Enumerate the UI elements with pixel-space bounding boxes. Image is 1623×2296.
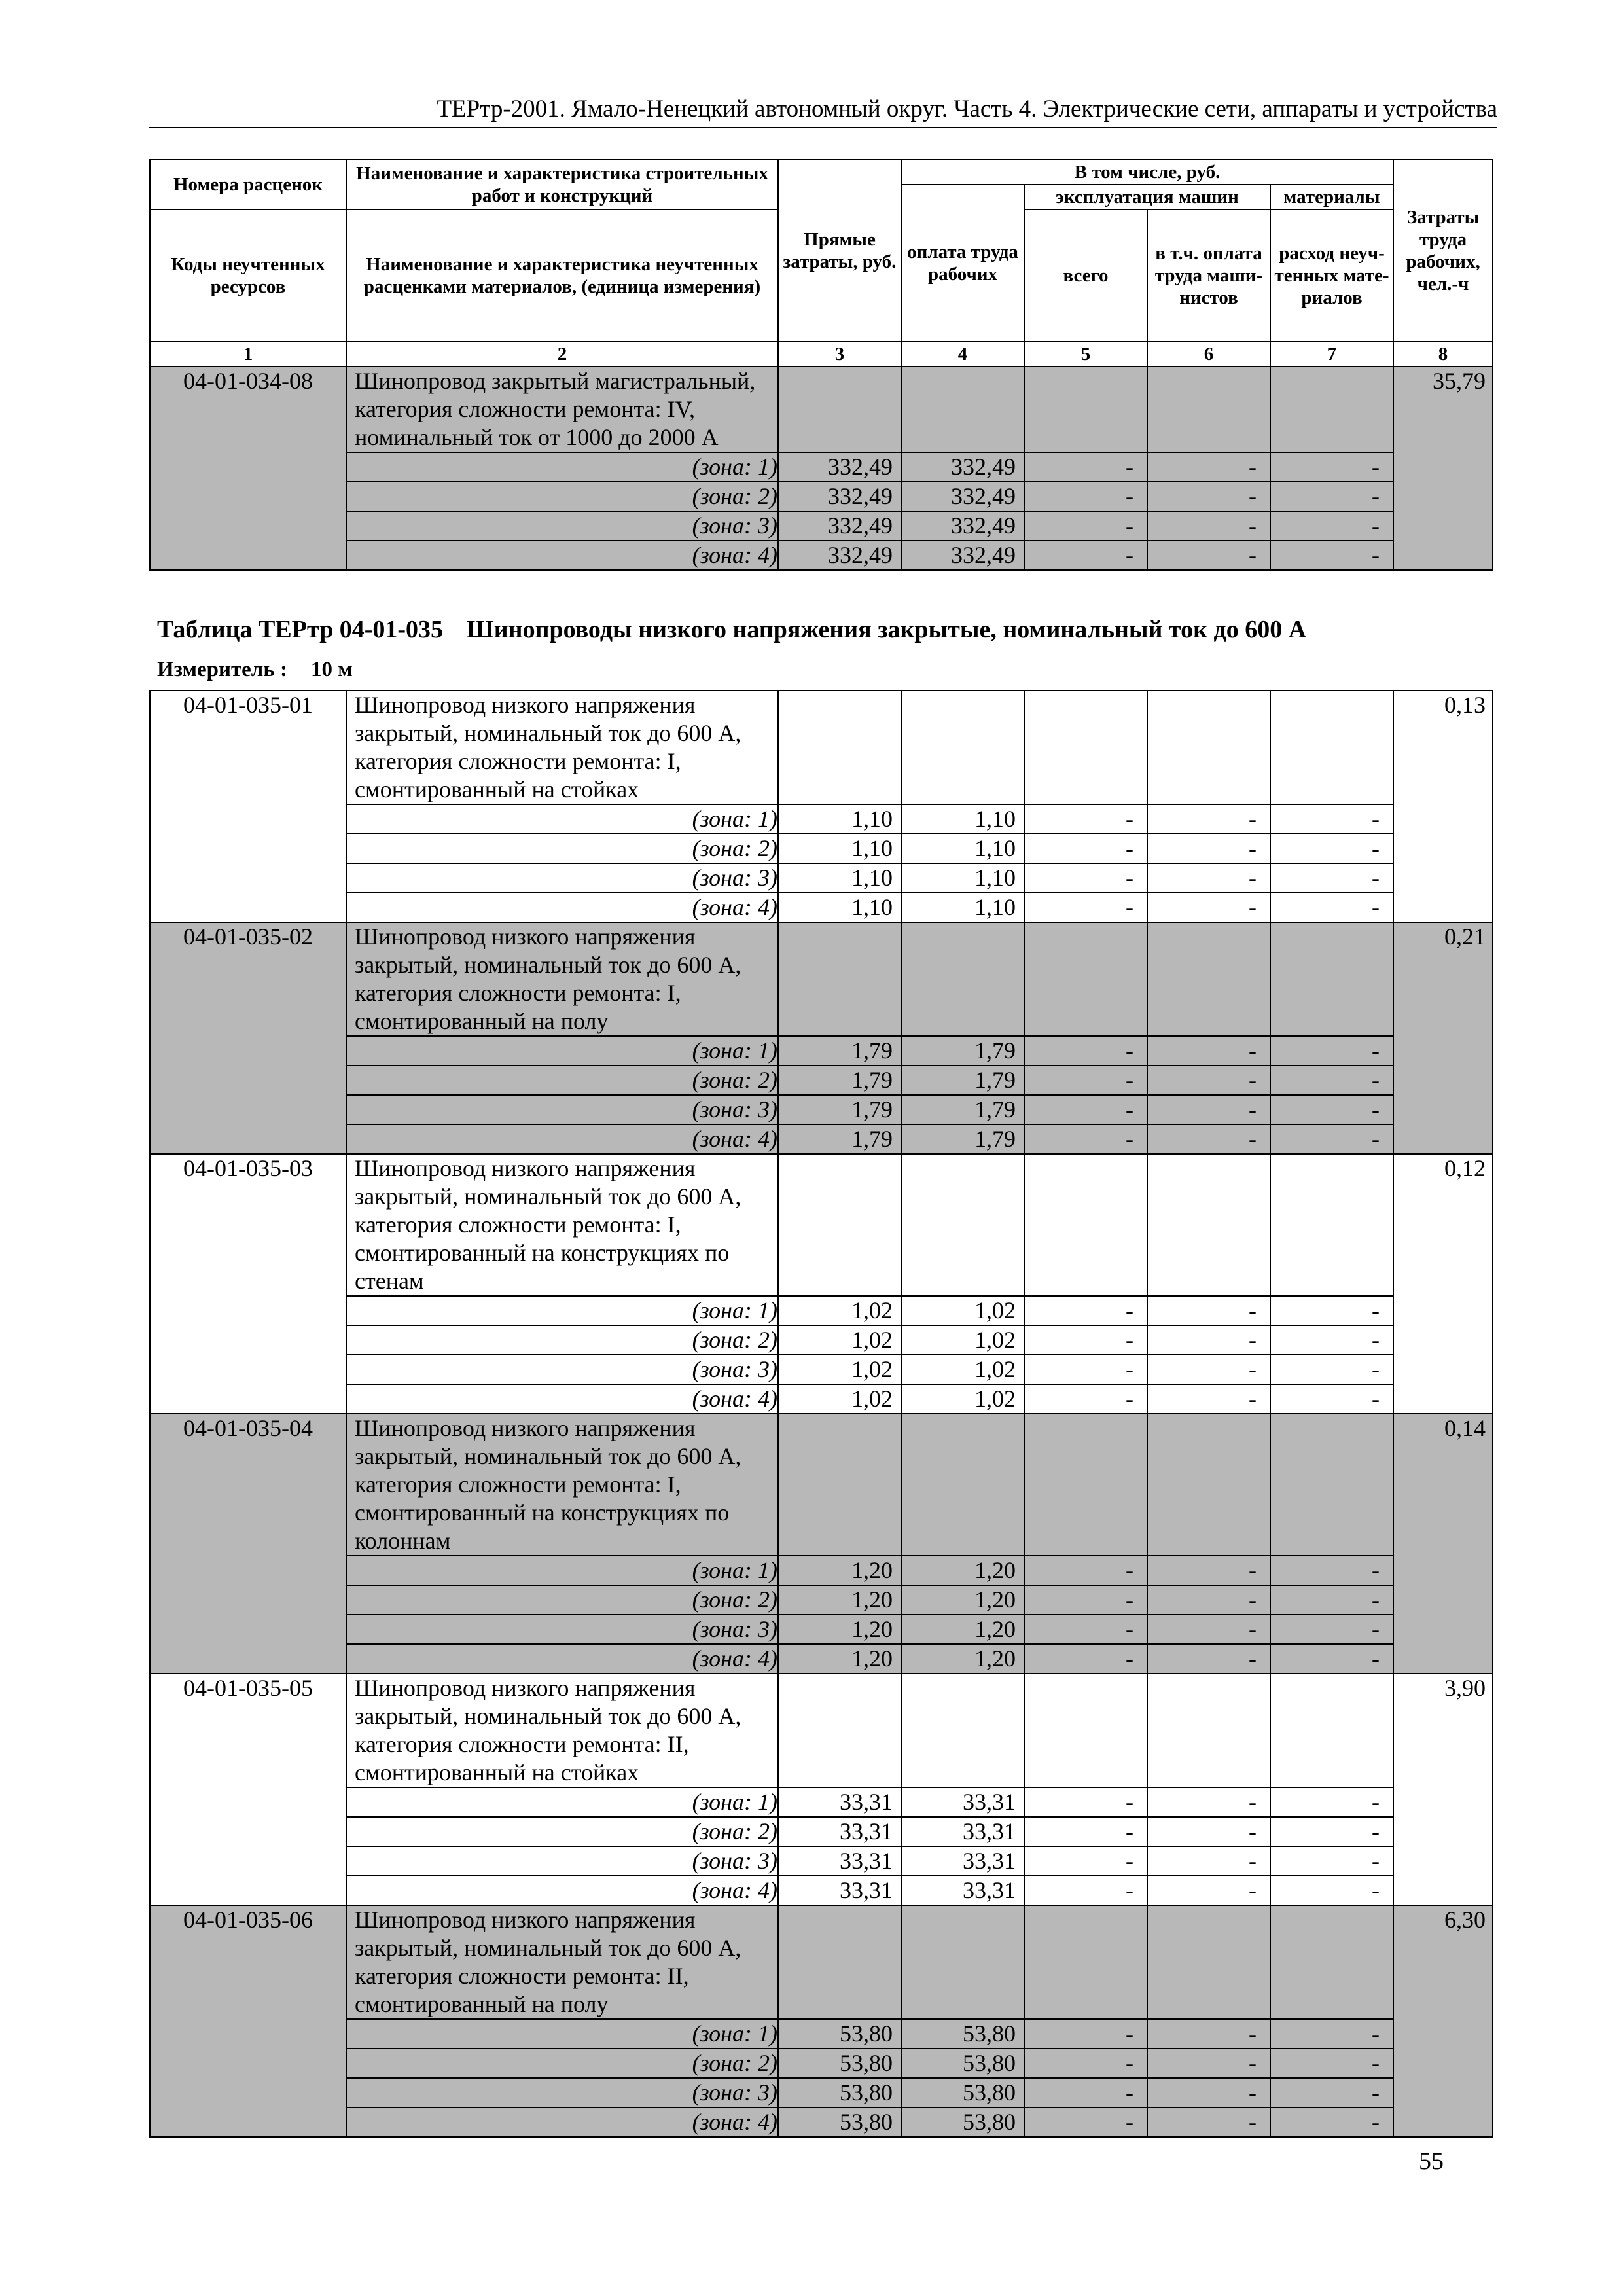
direct-cost: 1,02 bbox=[778, 1325, 901, 1355]
operator-wages: - bbox=[1147, 482, 1270, 511]
material-consumption: - bbox=[1270, 1876, 1393, 1905]
zone-label: (зона: 2) bbox=[346, 1066, 778, 1095]
labor-cost: 3,90 bbox=[1393, 1674, 1493, 1905]
column-number: 2 bbox=[346, 342, 778, 367]
worker-wages: 1,10 bbox=[901, 834, 1024, 863]
rate-code: 04-01-035-06 bbox=[150, 1905, 346, 2137]
zone-label: (зона: 4) bbox=[346, 1644, 778, 1674]
empty-cell bbox=[1024, 1414, 1147, 1556]
worker-wages: 1,10 bbox=[901, 863, 1024, 893]
operator-wages: - bbox=[1147, 1296, 1270, 1325]
machines-total: - bbox=[1024, 1355, 1147, 1384]
operator-wages: - bbox=[1147, 2019, 1270, 2049]
operator-wages: - bbox=[1147, 452, 1270, 482]
worker-wages: 332,49 bbox=[901, 511, 1024, 541]
measure-label: Измеритель : bbox=[157, 658, 288, 681]
rate-row bbox=[150, 922, 1493, 1036]
zone-row bbox=[150, 1066, 1493, 1095]
direct-cost: 332,49 bbox=[778, 482, 901, 511]
zone-row bbox=[150, 1036, 1493, 1066]
operator-wages: - bbox=[1147, 1124, 1270, 1154]
labor-cost: 35,79 bbox=[1393, 367, 1493, 570]
empty-cell bbox=[778, 367, 901, 452]
machines-total: - bbox=[1024, 1296, 1147, 1325]
rate-code: 04-01-035-03 bbox=[150, 1154, 346, 1414]
direct-cost: 53,80 bbox=[778, 2078, 901, 2108]
material-consumption: - bbox=[1270, 1124, 1393, 1154]
material-consumption: - bbox=[1270, 893, 1393, 922]
direct-cost: 1,79 bbox=[778, 1095, 901, 1124]
header-materials: материалы bbox=[1270, 185, 1393, 209]
direct-cost: 33,31 bbox=[778, 1876, 901, 1905]
zone-row bbox=[150, 2108, 1493, 2137]
empty-cell bbox=[1270, 1905, 1393, 2019]
zone-label: (зона: 1) bbox=[346, 452, 778, 482]
machines-total: - bbox=[1024, 1846, 1147, 1876]
direct-cost: 1,20 bbox=[778, 1644, 901, 1674]
column-number: 5 bbox=[1024, 342, 1147, 367]
zone-row bbox=[150, 541, 1493, 570]
empty-cell bbox=[1024, 367, 1147, 452]
material-consumption: - bbox=[1270, 511, 1393, 541]
machines-total: - bbox=[1024, 2019, 1147, 2049]
machines-total: - bbox=[1024, 452, 1147, 482]
column-number: 8 bbox=[1393, 342, 1493, 367]
direct-cost: 1,02 bbox=[778, 1384, 901, 1414]
zone-row bbox=[150, 863, 1493, 893]
header-including-group: В том числе, руб. bbox=[901, 160, 1393, 185]
worker-wages: 1,02 bbox=[901, 1296, 1024, 1325]
table-title bbox=[157, 615, 1306, 644]
material-consumption: - bbox=[1270, 2108, 1393, 2137]
direct-cost: 332,49 bbox=[778, 452, 901, 482]
labor-cost: 0,21 bbox=[1393, 922, 1493, 1154]
header-labor-costs: Затраты труда рабочих, чел.-ч bbox=[1393, 160, 1493, 342]
rate-description: Шинопровод низкого напряжения закрытый, номинальный ток до 600 А, категория сложности ремонта: II, смонтированный на стойках bbox=[346, 1674, 778, 1787]
operator-wages: - bbox=[1147, 1846, 1270, 1876]
operator-wages: - bbox=[1147, 2049, 1270, 2078]
zone-row bbox=[150, 1124, 1493, 1154]
worker-wages: 1,20 bbox=[901, 1556, 1024, 1585]
zone-label: (зона: 3) bbox=[346, 511, 778, 541]
machines-total: - bbox=[1024, 893, 1147, 922]
direct-cost: 1,10 bbox=[778, 863, 901, 893]
zone-label: (зона: 1) bbox=[346, 1296, 778, 1325]
zone-label: (зона: 2) bbox=[346, 834, 778, 863]
empty-cell bbox=[1147, 1154, 1270, 1296]
worker-wages: 1,79 bbox=[901, 1066, 1024, 1095]
empty-cell bbox=[901, 1674, 1024, 1787]
material-consumption: - bbox=[1270, 1556, 1393, 1585]
empty-cell bbox=[901, 1414, 1024, 1556]
operator-wages: - bbox=[1147, 1066, 1270, 1095]
zone-row bbox=[150, 1095, 1493, 1124]
empty-cell bbox=[1270, 1674, 1393, 1787]
direct-cost: 332,49 bbox=[778, 541, 901, 570]
direct-cost: 332,49 bbox=[778, 511, 901, 541]
machines-total: - bbox=[1024, 1817, 1147, 1846]
zone-row bbox=[150, 1817, 1493, 1846]
material-consumption: - bbox=[1270, 1585, 1393, 1615]
labor-cost: 6,30 bbox=[1393, 1905, 1493, 2137]
empty-cell bbox=[901, 367, 1024, 452]
worker-wages: 53,80 bbox=[901, 2108, 1024, 2137]
header-machine-operation: эксплуатация машин bbox=[1024, 185, 1270, 209]
column-number: 7 bbox=[1270, 342, 1393, 367]
worker-wages: 1,02 bbox=[901, 1384, 1024, 1414]
worker-wages: 33,31 bbox=[901, 1846, 1024, 1876]
machines-total: - bbox=[1024, 1787, 1147, 1817]
zone-label: (зона: 3) bbox=[346, 2078, 778, 2108]
worker-wages: 53,80 bbox=[901, 2049, 1024, 2078]
material-consumption: - bbox=[1270, 1095, 1393, 1124]
empty-cell bbox=[778, 1154, 901, 1296]
header-material-consumption: расход неуч-тенных мате-риалов bbox=[1270, 209, 1393, 342]
worker-wages: 33,31 bbox=[901, 1817, 1024, 1846]
zone-row bbox=[150, 482, 1493, 511]
rate-description: Шинопровод низкого напряжения закрытый, номинальный ток до 600 А, категория сложности ремонта: I, смонтированный на полу bbox=[346, 922, 778, 1036]
header-operator-wages: в т.ч. оплата труда маши-нистов bbox=[1147, 209, 1270, 342]
header-direct-costs: Прямые затраты, руб. bbox=[778, 160, 901, 342]
operator-wages: - bbox=[1147, 1325, 1270, 1355]
column-number: 1 bbox=[150, 342, 346, 367]
rate-row bbox=[150, 1414, 1493, 1556]
zone-label: (зона: 4) bbox=[346, 893, 778, 922]
empty-cell bbox=[1270, 367, 1393, 452]
zone-row bbox=[150, 2078, 1493, 2108]
empty-cell bbox=[778, 1414, 901, 1556]
empty-cell bbox=[1147, 1905, 1270, 2019]
column-number: 6 bbox=[1147, 342, 1270, 367]
direct-cost: 1,20 bbox=[778, 1556, 901, 1585]
direct-cost: 53,80 bbox=[778, 2019, 901, 2049]
zone-label: (зона: 3) bbox=[346, 1095, 778, 1124]
material-consumption: - bbox=[1270, 1644, 1393, 1674]
zone-row bbox=[150, 893, 1493, 922]
empty-cell bbox=[1024, 1905, 1147, 2019]
operator-wages: - bbox=[1147, 1556, 1270, 1585]
labor-cost: 0,14 bbox=[1393, 1414, 1493, 1674]
material-consumption: - bbox=[1270, 1846, 1393, 1876]
rate-row bbox=[150, 367, 1493, 452]
direct-cost: 1,20 bbox=[778, 1585, 901, 1615]
zone-label: (зона: 2) bbox=[346, 1325, 778, 1355]
rate-description: Шинопровод низкого напряжения закрытый, номинальный ток до 600 А, категория сложности ремонта: II, смонтированный на полу bbox=[346, 1905, 778, 2019]
zone-label: (зона: 3) bbox=[346, 863, 778, 893]
empty-cell bbox=[1147, 1414, 1270, 1556]
machines-total: - bbox=[1024, 1384, 1147, 1414]
worker-wages: 53,80 bbox=[901, 2019, 1024, 2049]
column-number: 3 bbox=[778, 342, 901, 367]
empty-cell bbox=[1270, 691, 1393, 804]
zone-row bbox=[150, 2019, 1493, 2049]
worker-wages: 1,20 bbox=[901, 1615, 1024, 1644]
material-consumption: - bbox=[1270, 541, 1393, 570]
rate-description: Шинопровод низкого напряжения закрытый, номинальный ток до 600 А, категория сложности ремонта: I, смонтированный на конструкциях по стенам bbox=[346, 1154, 778, 1296]
empty-cell bbox=[778, 1674, 901, 1787]
machines-total: - bbox=[1024, 1644, 1147, 1674]
material-consumption: - bbox=[1270, 1296, 1393, 1325]
operator-wages: - bbox=[1147, 511, 1270, 541]
material-consumption: - bbox=[1270, 1384, 1393, 1414]
rates-table-top bbox=[149, 159, 1493, 571]
machines-total: - bbox=[1024, 1325, 1147, 1355]
zone-label: (зона: 1) bbox=[346, 1556, 778, 1585]
page-number: 55 bbox=[1419, 2147, 1444, 2175]
machines-total: - bbox=[1024, 2078, 1147, 2108]
operator-wages: - bbox=[1147, 1095, 1270, 1124]
operator-wages: - bbox=[1147, 1817, 1270, 1846]
zone-label: (зона: 2) bbox=[346, 2049, 778, 2078]
worker-wages: 332,49 bbox=[901, 541, 1024, 570]
operator-wages: - bbox=[1147, 893, 1270, 922]
direct-cost: 53,80 bbox=[778, 2108, 901, 2137]
worker-wages: 1,20 bbox=[901, 1644, 1024, 1674]
worker-wages: 1,10 bbox=[901, 804, 1024, 834]
machines-total: - bbox=[1024, 2049, 1147, 2078]
machines-total: - bbox=[1024, 1876, 1147, 1905]
header-work-name: Наименование и характеристика строительных работ и конструкций bbox=[346, 160, 778, 209]
zone-row bbox=[150, 452, 1493, 482]
worker-wages: 1,79 bbox=[901, 1124, 1024, 1154]
zone-row bbox=[150, 1585, 1493, 1615]
direct-cost: 33,31 bbox=[778, 1846, 901, 1876]
worker-wages: 1,02 bbox=[901, 1325, 1024, 1355]
operator-wages: - bbox=[1147, 1585, 1270, 1615]
material-consumption: - bbox=[1270, 1036, 1393, 1066]
zone-row bbox=[150, 834, 1493, 863]
zone-row bbox=[150, 1787, 1493, 1817]
zone-label: (зона: 2) bbox=[346, 1817, 778, 1846]
operator-wages: - bbox=[1147, 1876, 1270, 1905]
empty-cell bbox=[901, 1154, 1024, 1296]
operator-wages: - bbox=[1147, 804, 1270, 834]
measure-value: 10 м bbox=[311, 658, 353, 681]
zone-label: (зона: 2) bbox=[346, 1585, 778, 1615]
labor-cost: 0,13 bbox=[1393, 691, 1493, 922]
zone-label: (зона: 1) bbox=[346, 1036, 778, 1066]
labor-cost: 0,12 bbox=[1393, 1154, 1493, 1414]
zone-row bbox=[150, 1615, 1493, 1644]
material-consumption: - bbox=[1270, 834, 1393, 863]
empty-cell bbox=[1147, 367, 1270, 452]
rate-code: 04-01-035-04 bbox=[150, 1414, 346, 1674]
operator-wages: - bbox=[1147, 2108, 1270, 2137]
empty-cell bbox=[1270, 922, 1393, 1036]
empty-cell bbox=[901, 1905, 1024, 2019]
zone-row bbox=[150, 1644, 1493, 1674]
zone-label: (зона: 2) bbox=[346, 482, 778, 511]
header-material-name: Наименование и характеристика неучтенных расценками материалов, (единица измерения) bbox=[346, 209, 778, 342]
material-consumption: - bbox=[1270, 2019, 1393, 2049]
direct-cost: 1,10 bbox=[778, 834, 901, 863]
operator-wages: - bbox=[1147, 863, 1270, 893]
rate-row bbox=[150, 691, 1493, 804]
worker-wages: 1,02 bbox=[901, 1355, 1024, 1384]
zone-row bbox=[150, 1325, 1493, 1355]
zone-label: (зона: 4) bbox=[346, 2108, 778, 2137]
rate-code: 04-01-035-02 bbox=[150, 922, 346, 1154]
rate-code: 04-01-035-05 bbox=[150, 1674, 346, 1905]
worker-wages: 1,20 bbox=[901, 1585, 1024, 1615]
operator-wages: - bbox=[1147, 2078, 1270, 2108]
material-consumption: - bbox=[1270, 1787, 1393, 1817]
zone-row bbox=[150, 1846, 1493, 1876]
zone-label: (зона: 1) bbox=[346, 804, 778, 834]
machines-total: - bbox=[1024, 2108, 1147, 2137]
worker-wages: 53,80 bbox=[901, 2078, 1024, 2108]
direct-cost: 53,80 bbox=[778, 2049, 901, 2078]
machines-total: - bbox=[1024, 1066, 1147, 1095]
zone-row bbox=[150, 804, 1493, 834]
material-consumption: - bbox=[1270, 452, 1393, 482]
zone-label: (зона: 3) bbox=[346, 1846, 778, 1876]
column-number: 4 bbox=[901, 342, 1024, 367]
direct-cost: 1,02 bbox=[778, 1355, 901, 1384]
running-head: ТЕРтр-2001. Ямало-Ненецкий автономный округ. Часть 4. Электрические сети, аппараты и устройства bbox=[149, 92, 1497, 128]
operator-wages: - bbox=[1147, 1384, 1270, 1414]
worker-wages: 332,49 bbox=[901, 482, 1024, 511]
material-consumption: - bbox=[1270, 1066, 1393, 1095]
rates-table-bottom bbox=[149, 690, 1493, 2138]
empty-cell bbox=[1147, 691, 1270, 804]
operator-wages: - bbox=[1147, 1644, 1270, 1674]
material-consumption: - bbox=[1270, 2078, 1393, 2108]
machines-total: - bbox=[1024, 1036, 1147, 1066]
rate-code: 04-01-034-08 bbox=[150, 367, 346, 570]
zone-row bbox=[150, 1876, 1493, 1905]
empty-cell bbox=[1270, 1154, 1393, 1296]
material-consumption: - bbox=[1270, 1325, 1393, 1355]
machines-total: - bbox=[1024, 1585, 1147, 1615]
zone-label: (зона: 4) bbox=[346, 1384, 778, 1414]
rate-row bbox=[150, 1905, 1493, 2019]
direct-cost: 1,20 bbox=[778, 1615, 901, 1644]
operator-wages: - bbox=[1147, 1787, 1270, 1817]
zone-label: (зона: 4) bbox=[346, 1124, 778, 1154]
material-consumption: - bbox=[1270, 1355, 1393, 1384]
direct-cost: 1,10 bbox=[778, 893, 901, 922]
zone-label: (зона: 3) bbox=[346, 1615, 778, 1644]
machines-total: - bbox=[1024, 863, 1147, 893]
material-consumption: - bbox=[1270, 482, 1393, 511]
empty-cell bbox=[778, 922, 901, 1036]
machines-total: - bbox=[1024, 1095, 1147, 1124]
empty-cell bbox=[1024, 1674, 1147, 1787]
zone-row bbox=[150, 511, 1493, 541]
operator-wages: - bbox=[1147, 541, 1270, 570]
zone-row bbox=[150, 1296, 1493, 1325]
material-consumption: - bbox=[1270, 863, 1393, 893]
header-resource-codes: Коды неучтенных ресурсов bbox=[150, 209, 346, 342]
zone-row bbox=[150, 1384, 1493, 1414]
empty-cell bbox=[1024, 1154, 1147, 1296]
zone-label: (зона: 4) bbox=[346, 1876, 778, 1905]
worker-wages: 1,10 bbox=[901, 893, 1024, 922]
zone-label: (зона: 1) bbox=[346, 2019, 778, 2049]
worker-wages: 1,79 bbox=[901, 1095, 1024, 1124]
table-title-code: Таблица ТЕРтр 04-01-035 bbox=[157, 616, 444, 643]
zone-row bbox=[150, 2049, 1493, 2078]
machines-total: - bbox=[1024, 1124, 1147, 1154]
machines-total: - bbox=[1024, 482, 1147, 511]
header-worker-wages: оплата труда рабочих bbox=[901, 185, 1024, 342]
measure-unit bbox=[157, 658, 353, 682]
zone-label: (зона: 1) bbox=[346, 1787, 778, 1817]
operator-wages: - bbox=[1147, 1615, 1270, 1644]
header-rate-numbers: Номера расценок bbox=[150, 160, 346, 209]
direct-cost: 1,79 bbox=[778, 1066, 901, 1095]
zone-label: (зона: 4) bbox=[346, 541, 778, 570]
empty-cell bbox=[1024, 691, 1147, 804]
operator-wages: - bbox=[1147, 1036, 1270, 1066]
empty-cell bbox=[778, 1905, 901, 2019]
worker-wages: 1,79 bbox=[901, 1036, 1024, 1066]
rate-description: Шинопровод закрытый магистральный, категория сложности ремонта: IV, номинальный ток от 1000 до 2000 А bbox=[346, 367, 778, 452]
table-title-subject: Шинопроводы низкого напряжения закрытые, номинальный ток до 600 А bbox=[467, 616, 1307, 643]
machines-total: - bbox=[1024, 1615, 1147, 1644]
direct-cost: 1,79 bbox=[778, 1124, 901, 1154]
empty-cell bbox=[778, 691, 901, 804]
zone-label: (зона: 3) bbox=[346, 1355, 778, 1384]
rate-code: 04-01-035-01 bbox=[150, 691, 346, 922]
zone-row bbox=[150, 1556, 1493, 1585]
direct-cost: 1,79 bbox=[778, 1036, 901, 1066]
operator-wages: - bbox=[1147, 1355, 1270, 1384]
direct-cost: 33,31 bbox=[778, 1817, 901, 1846]
worker-wages: 33,31 bbox=[901, 1876, 1024, 1905]
material-consumption: - bbox=[1270, 2049, 1393, 2078]
material-consumption: - bbox=[1270, 1615, 1393, 1644]
material-consumption: - bbox=[1270, 804, 1393, 834]
machines-total: - bbox=[1024, 834, 1147, 863]
rate-description: Шинопровод низкого напряжения закрытый, номинальный ток до 600 А, категория сложности ремонта: I, смонтированный на стойках bbox=[346, 691, 778, 804]
machines-total: - bbox=[1024, 1556, 1147, 1585]
direct-cost: 1,02 bbox=[778, 1296, 901, 1325]
worker-wages: 33,31 bbox=[901, 1787, 1024, 1817]
rate-row bbox=[150, 1154, 1493, 1296]
direct-cost: 33,31 bbox=[778, 1787, 901, 1817]
machines-total: - bbox=[1024, 804, 1147, 834]
empty-cell bbox=[901, 922, 1024, 1036]
zone-row bbox=[150, 1355, 1493, 1384]
machines-total: - bbox=[1024, 511, 1147, 541]
material-consumption: - bbox=[1270, 1817, 1393, 1846]
empty-cell bbox=[1270, 1414, 1393, 1556]
empty-cell bbox=[1147, 1674, 1270, 1787]
rate-description: Шинопровод низкого напряжения закрытый, номинальный ток до 600 А, категория сложности ремонта: I, смонтированный на конструкциях по колоннам bbox=[346, 1414, 778, 1556]
direct-cost: 1,10 bbox=[778, 804, 901, 834]
worker-wages: 332,49 bbox=[901, 452, 1024, 482]
rate-row bbox=[150, 1674, 1493, 1787]
empty-cell bbox=[1024, 922, 1147, 1036]
header-machines-total: всего bbox=[1024, 209, 1147, 342]
empty-cell bbox=[1147, 922, 1270, 1036]
operator-wages: - bbox=[1147, 834, 1270, 863]
empty-cell bbox=[901, 691, 1024, 804]
machines-total: - bbox=[1024, 541, 1147, 570]
